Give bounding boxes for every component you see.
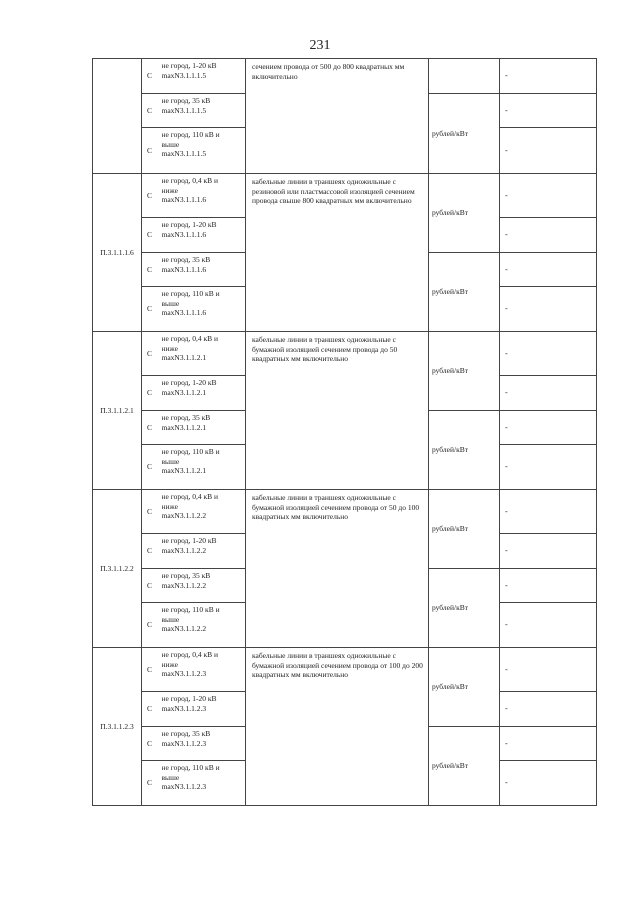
voltage-line: выше [161, 456, 180, 466]
cell-letter: С [142, 174, 162, 218]
table-row [93, 648, 597, 692]
voltage-line: maxN3.1.1.1.5 [161, 70, 207, 80]
voltage-line: ниже [161, 185, 178, 195]
item-code: П.3.1.1.1.6 [93, 174, 142, 332]
item-description: кабельные линии в траншеях одножильные с резиновой или пластмассовой изоляцией сечением провода свыше 800 квадратных мм включительно [246, 174, 429, 332]
voltage-cell [162, 218, 246, 253]
voltage-line: maxN3.1.1.1.6 [161, 264, 207, 274]
voltage-line: maxN3.1.1.1.5 [161, 149, 207, 158]
item-description: сечением провода от 500 до 800 квадратных мм включительно [246, 59, 429, 174]
cell-letter: С [142, 287, 162, 332]
voltage-line: выше [161, 614, 180, 624]
unit-cell: рублей/кВт [429, 648, 500, 727]
cell-letter: С [142, 411, 162, 445]
item-code: П.3.1.1.2.3 [93, 648, 142, 806]
voltage-line: maxN3.1.1.2.1 [161, 387, 207, 397]
voltage-line: maxN3.1.1.2.2 [161, 545, 207, 555]
value-cell: - [500, 253, 597, 287]
value-cell: - [500, 727, 597, 761]
voltage-line: не город, 0,4 кВ и [161, 176, 218, 185]
voltage-line: не город, 110 кВ и [161, 289, 220, 298]
page-number: 231 [309, 38, 331, 53]
voltage-line: не город, 110 кВ и [161, 447, 220, 456]
voltage-line: maxN3.1.1.2.2 [161, 511, 207, 520]
value-cell: - [500, 761, 597, 806]
voltage-line: не город, 35 кВ [161, 96, 211, 105]
table-row [93, 174, 597, 218]
voltage-line: выше [161, 298, 180, 308]
voltage-line: ниже [161, 501, 178, 511]
voltage-line: не город, 0,4 кВ и [161, 334, 218, 343]
value-cell: - [500, 692, 597, 727]
item-description: кабельные линии в траншеях одножильные с бумажной изоляцией сечением провода от 50 до 100 квадратных мм включительно [246, 490, 429, 648]
cell-letter: С [142, 253, 162, 287]
voltage-line: не город, 35 кВ [161, 413, 211, 422]
value-cell: - [500, 128, 597, 174]
voltage-cell [162, 534, 246, 569]
voltage-line: не город, 0,4 кВ и [161, 492, 218, 501]
cell-letter: С [142, 648, 162, 692]
voltage-line: maxN3.1.1.2.3 [161, 738, 207, 748]
voltage-line: maxN3.1.1.2.3 [161, 703, 207, 713]
table-body [93, 59, 597, 806]
voltage-line: maxN3.1.1.2.2 [161, 580, 207, 590]
voltage-cell [162, 332, 246, 376]
value-cell: - [500, 648, 597, 692]
voltage-line: не город, 110 кВ и [161, 763, 220, 772]
cell-letter: С [142, 376, 162, 411]
unit-cell: рублей/кВт [429, 332, 500, 411]
cell-letter: С [142, 534, 162, 569]
cell-letter: С [142, 569, 162, 603]
voltage-line: maxN3.1.1.2.1 [161, 466, 207, 475]
voltage-cell [162, 253, 246, 287]
value-cell: - [500, 332, 597, 376]
voltage-cell [162, 445, 246, 490]
voltage-line: не город, 1-20 кВ [161, 220, 217, 229]
voltage-line: выше [161, 139, 180, 149]
unit-cell [429, 59, 500, 94]
cell-letter: С [142, 218, 162, 253]
cell-letter: С [142, 59, 162, 94]
voltage-line: maxN3.1.1.1.6 [161, 195, 207, 204]
voltage-line: не город, 1-20 кВ [161, 378, 217, 387]
voltage-line: выше [161, 772, 180, 782]
value-cell: - [500, 569, 597, 603]
voltage-line: не город, 1-20 кВ [161, 536, 217, 545]
voltage-line: не город, 110 кВ и [161, 130, 220, 139]
voltage-line: maxN3.1.1.1.6 [161, 308, 207, 317]
voltage-cell [162, 648, 246, 692]
table-row [93, 332, 597, 376]
voltage-line: не город, 1-20 кВ [161, 694, 217, 703]
cell-letter: С [142, 727, 162, 761]
item-description: кабельные линии в траншеях одножильные с бумажной изоляцией сечением провода до 50 квадратных мм включительно [246, 332, 429, 490]
value-cell: - [500, 490, 597, 534]
cell-letter: С [142, 761, 162, 806]
voltage-cell [162, 761, 246, 806]
value-cell: - [500, 59, 597, 94]
voltage-line: maxN3.1.1.1.6 [161, 229, 207, 239]
item-code: П.3.1.1.2.2 [93, 490, 142, 648]
value-cell: - [500, 94, 597, 128]
unit-cell: рублей/кВт [429, 94, 500, 174]
voltage-line: maxN3.1.1.2.3 [161, 669, 207, 678]
voltage-cell [162, 727, 246, 761]
voltage-cell [162, 94, 246, 128]
unit-cell: рублей/кВт [429, 490, 500, 569]
voltage-cell [162, 376, 246, 411]
voltage-cell [162, 490, 246, 534]
voltage-cell [162, 174, 246, 218]
cell-letter: С [142, 490, 162, 534]
voltage-line: maxN3.1.1.2.2 [161, 624, 207, 633]
voltage-line: не город, 35 кВ [161, 729, 211, 738]
table-row [93, 490, 597, 534]
cell-letter: С [142, 94, 162, 128]
value-cell: - [500, 174, 597, 218]
voltage-line: не город, 0,4 кВ и [161, 650, 218, 659]
cell-letter: С [142, 603, 162, 648]
voltage-cell [162, 411, 246, 445]
value-cell: - [500, 603, 597, 648]
cell-letter: С [142, 332, 162, 376]
unit-cell: рублей/кВт [429, 174, 500, 253]
voltage-cell [162, 287, 246, 332]
item-code: П.3.1.1.2.1 [93, 332, 142, 490]
tariff-table [92, 58, 597, 806]
table-row [93, 59, 597, 94]
value-cell: - [500, 287, 597, 332]
cell-letter: С [142, 692, 162, 727]
cell-letter: С [142, 128, 162, 174]
item-code [93, 59, 142, 174]
voltage-line: maxN3.1.1.2.1 [161, 422, 207, 432]
voltage-line: не город, 35 кВ [161, 571, 211, 580]
value-cell: - [500, 411, 597, 445]
voltage-cell [162, 59, 246, 94]
unit-cell: рублей/кВт [429, 253, 500, 332]
voltage-line: ниже [161, 659, 178, 669]
cell-letter: С [142, 445, 162, 490]
unit-cell: рублей/кВт [429, 569, 500, 648]
voltage-line: не город, 1-20 кВ [161, 61, 217, 70]
voltage-cell [162, 569, 246, 603]
voltage-cell [162, 128, 246, 174]
voltage-line: maxN3.1.1.2.3 [161, 782, 207, 791]
voltage-line: maxN3.1.1.2.1 [161, 353, 207, 362]
voltage-line: не город, 110 кВ и [161, 605, 220, 614]
voltage-line: ниже [161, 343, 178, 353]
value-cell: - [500, 445, 597, 490]
unit-cell: рублей/кВт [429, 727, 500, 806]
voltage-line: maxN3.1.1.1.5 [161, 105, 207, 115]
value-cell: - [500, 218, 597, 253]
value-cell: - [500, 376, 597, 411]
voltage-cell [162, 692, 246, 727]
value-cell: - [500, 534, 597, 569]
unit-cell: рублей/кВт [429, 411, 500, 490]
voltage-line: не город, 35 кВ [161, 255, 211, 264]
voltage-cell [162, 603, 246, 648]
item-description: кабельные линии в траншеях одножильные с бумажной изоляцией сечением провода от 100 до 200 квадратных мм включительно [246, 648, 429, 806]
